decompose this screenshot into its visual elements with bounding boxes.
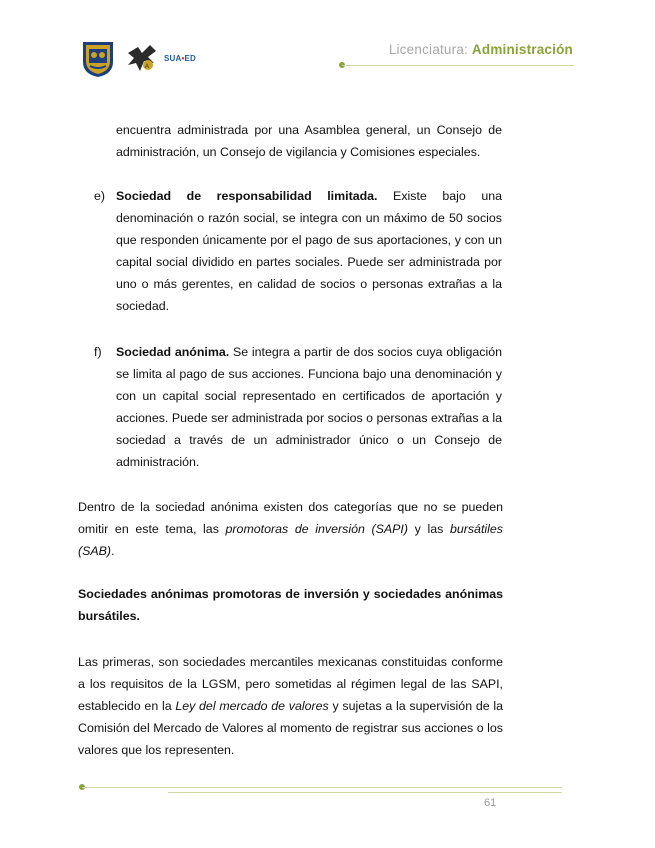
continuation-paragraph: encuentra administrada por una Asamblea general, un Consejo de administración, un Consejo de vigilancia y Comisiones especiales. [116,123,502,159]
unam-crest-icon [80,40,116,78]
fca-eagle-icon [124,41,160,77]
program-title-name: Administración [471,42,573,57]
list-item-term: Sociedad anónima. [116,345,230,359]
svg-text:A: A [145,64,150,70]
body-paragraph: Dentro de la sociedad anónima existen dos categorías que no se pueden omitir en este tema, las promotoras de inversión (SAPI) y las bursátiles (SAB). [78,500,503,558]
program-title [389,42,573,57]
header-rule [342,65,574,66]
footer-rule-secondary [168,792,562,793]
body-paragraph: Las primeras, son sociedades mercantiles mexicanas constituidas conforme a los requisitos de la LGSM, pero sometidas al régimen legal de las SAPI, establecido en la Ley del mercado de valores y sujetas a la supervisión de la Comisión del Mercado de Valores al momento de registrar sus acciones o los valores que los representen. [78,655,503,757]
section-heading: Sociedades anónimas promotoras de inversión y sociedades anónimas bursátiles. [78,587,503,623]
footer-rule [82,787,562,788]
list-item-text [116,341,502,473]
list-item-marker: f) [94,345,102,359]
list-item-term: Sociedad de responsabilidad limitada. [116,189,378,203]
suayed-wordmark: SUA•ED [164,54,197,63]
list-item-text [116,185,502,317]
list-item-definition: Existe bajo una denominación o razón social, se integra con un máximo de 50 socios que responden únicamente por el pago de sus aportaciones, y con un capital social dividido en partes sociales. Puede ser administrada por uno o más gerentes, en calidad de socios o personas extrañas a la sociedad. [116,189,503,313]
program-title-prefix: Licenciatura: [388,42,472,57]
page-number: 61 [484,797,497,809]
list-item-marker: e) [94,189,106,203]
list-item-definition: Se integra a partir de dos socios cuya obligación se limita al pago de sus acciones. Funciona bajo una denominación y con un capital social representado en certificados de aportación y acciones. Puede ser administrada por socios o personas extrañas a la sociedad a través de un administrador único o un Consejo de administración. [116,345,503,469]
suayed-logo [164,50,214,72]
